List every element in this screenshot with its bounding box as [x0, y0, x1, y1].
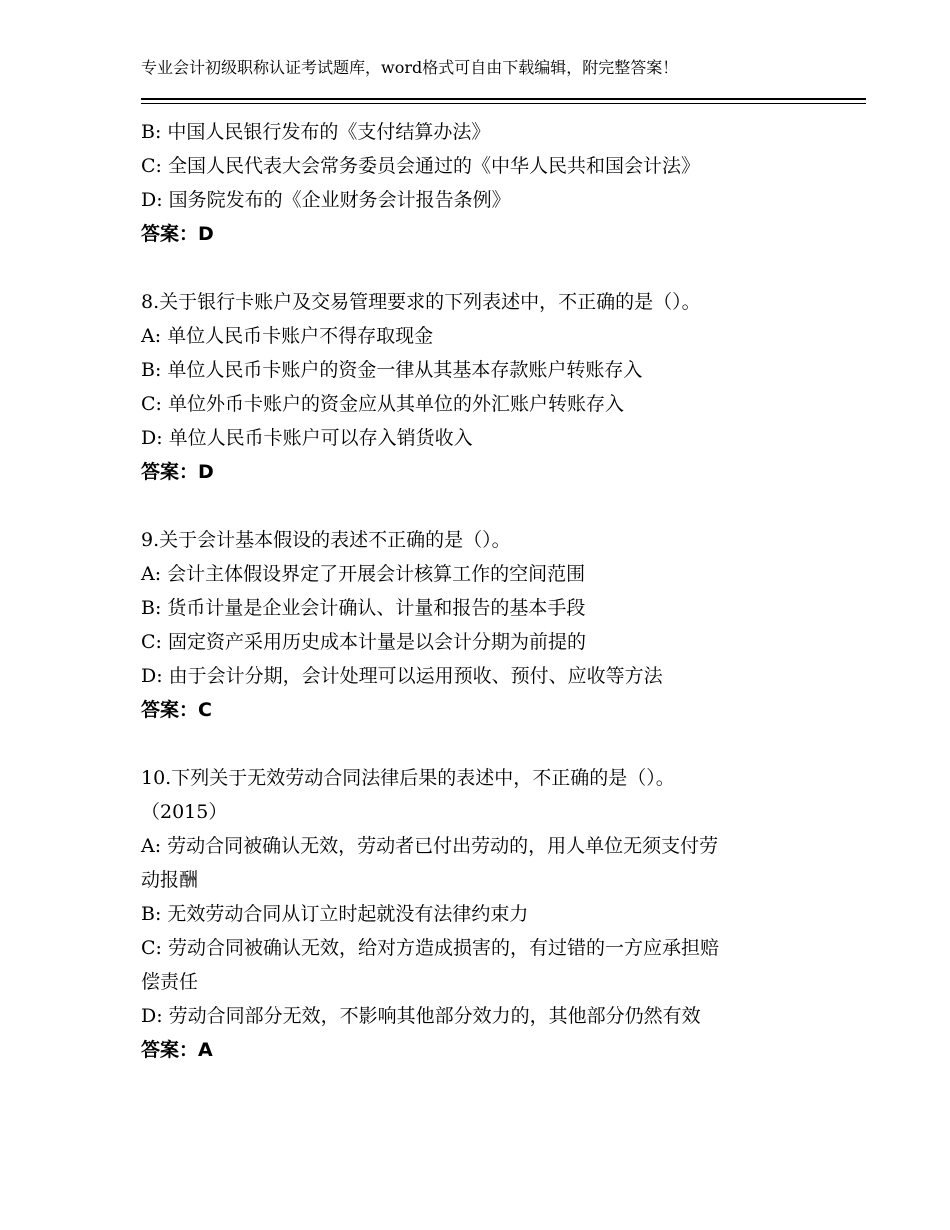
option-b: B: 中国人民银行发布的《支付结算办法》 — [141, 121, 491, 143]
option-a: A: 劳动合同被确认无效，劳动者已付出劳动的，用人单位无须支付劳 — [141, 835, 719, 857]
option-b: B: 货币计量是企业会计确认、计量和报告的基本手段 — [141, 597, 586, 619]
option-c: C: 全国人民代表大会常务委员会通过的《中华人民共和国会计法》 — [141, 155, 700, 177]
answer-line: 答案：D — [141, 223, 214, 245]
option-b: B: 无效劳动合同从订立时起就没有法律约束力 — [141, 903, 529, 925]
option-d: D: 劳动合同部分无效，不影响其他部分效力的，其他部分仍然有效 — [141, 1005, 701, 1027]
question-text: 8.关于银行卡账户及交易管理要求的下列表述中，不正确的是（）。 — [141, 291, 701, 313]
answer-line: 答案：A — [141, 1039, 213, 1061]
option-d: D: 国务院发布的《企业财务会计报告条例》 — [141, 189, 511, 211]
option-b: B: 单位人民币卡账户的资金一律从其基本存款账户转账存入 — [141, 359, 643, 381]
option-a-continued: 动报酬 — [141, 869, 199, 891]
question-list — [141, 115, 821, 1067]
question-year: （2015） — [141, 801, 228, 823]
question-block-9 — [141, 523, 821, 727]
option-d: D: 单位人民币卡账户可以存入销货收入 — [141, 427, 473, 449]
question-text: 10.下列关于无效劳动合同法律后果的表述中，不正确的是（）。 — [141, 767, 675, 789]
header-rule-thick — [141, 98, 866, 100]
option-a: A: 单位人民币卡账户不得存取现金 — [141, 325, 434, 347]
option-c-continued: 偿责任 — [141, 971, 199, 993]
question-text: 9.关于会计基本假设的表述不正确的是（）。 — [141, 529, 511, 551]
header-rule-thin — [141, 103, 866, 104]
page-header: 专业会计初级职称认证考试题库，word格式可自由下载编辑，附完整答案！ — [141, 58, 679, 77]
option-c: C: 固定资产采用历史成本计量是以会计分期为前提的 — [141, 631, 586, 653]
question-block-8 — [141, 285, 821, 489]
question-block-7 — [141, 115, 821, 251]
question-block-10 — [141, 761, 821, 1067]
option-c: C: 单位外币卡账户的资金应从其单位的外汇账户转账存入 — [141, 393, 624, 415]
answer-line: 答案：C — [141, 699, 212, 721]
option-a: A: 会计主体假设界定了开展会计核算工作的空间范围 — [141, 563, 586, 585]
option-d: D: 由于会计分期，会计处理可以运用预收、预付、应收等方法 — [141, 665, 663, 687]
answer-line: 答案：D — [141, 461, 214, 483]
option-c: C: 劳动合同被确认无效，给对方造成损害的，有过错的一方应承担赔 — [141, 937, 719, 959]
